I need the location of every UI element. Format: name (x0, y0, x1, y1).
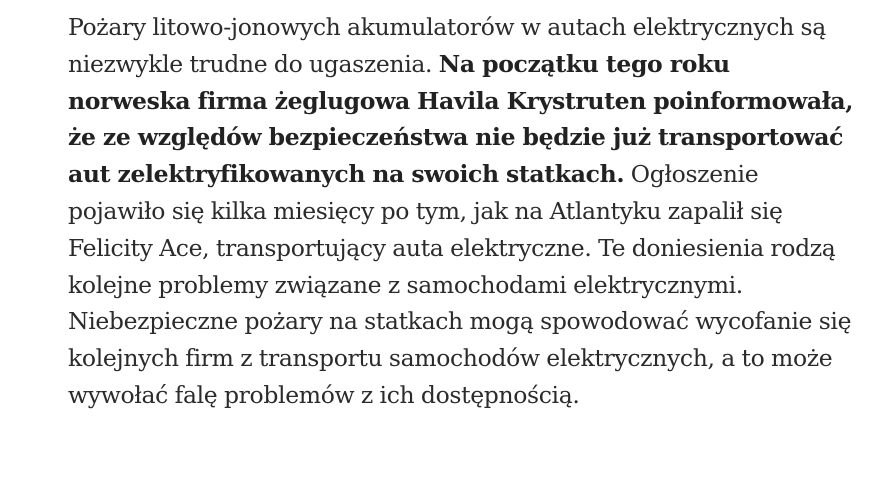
article-paragraph (68, 9, 858, 414)
paragraph-bold-text: Na początku tego roku norweska firma żeglugowa Havila Krystruten poinformowała, że ze względów bezpieczeństwa nie będzie już transportować aut zelektryfikowanych na swoich statkach. (68, 49, 854, 189)
paragraph-intro-text: Pożary litowo-jonowych akumulatorów w autach elektrycznych są niezwykle trudne do ugaszenia. (68, 13, 826, 78)
paragraph-rest-text: Ogłoszenie pojawiło się kilka miesięcy po tym, jak na Atlantyku zapalił się Felicity Ace, transportujący auta elektryczne. Te doniesienia rodzą kolejne problemy związane z samochodami elektrycznymi. Niebezpieczne pożary na statkach mogą spowodować wycofanie się kolejnych firm z transportu samochodów elektrycznych, a to może wywołać falę problemów z ich dostępnością. (68, 160, 852, 409)
